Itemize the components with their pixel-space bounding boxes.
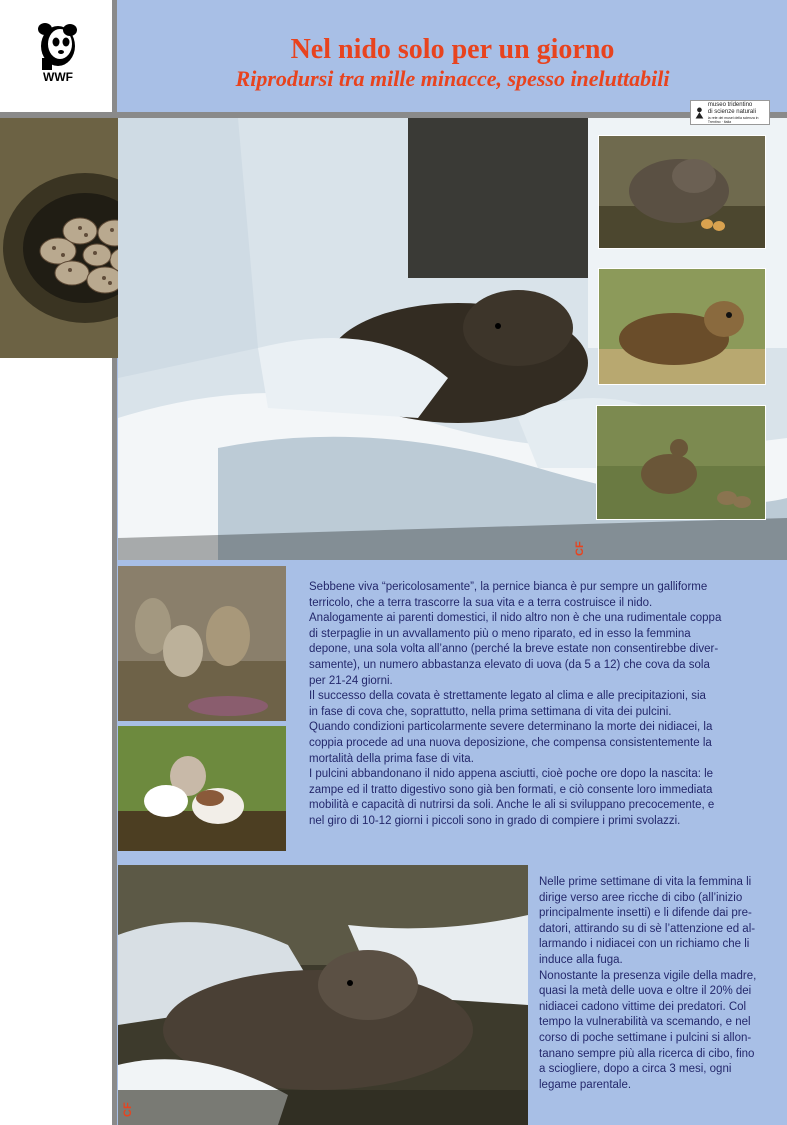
text-line: corso di poche settimane i pulcini si allon-	[539, 1031, 752, 1044]
photo-credit: CF	[574, 541, 586, 556]
text-line: nel giro di 10-12 giorni i piccoli sono in grado di compiere i primi svolazzi.	[309, 814, 681, 827]
museum-logo	[690, 100, 770, 125]
text-line: larmando i nidiacei con un richiamo che li	[539, 938, 750, 951]
text-line: nidiacei cadono vittime dei predatori. Col	[539, 1000, 747, 1013]
body-text-reproduction	[309, 580, 769, 830]
text-line: coppia procede ad una nuova deposizione, che compensa consistentemente la	[309, 736, 712, 749]
page-title: Nel nido solo per un giorno	[290, 34, 615, 65]
text-line: principalmente insetti) e li difende dai pre-	[539, 907, 752, 920]
text-line: induce alla fuga.	[539, 953, 623, 966]
text-line: dirige verso aree ricche di cibo (all’inizio	[539, 891, 743, 904]
text-line: per 21-24 giorni.	[309, 674, 393, 687]
text-line: samente), un numero abbastanza elevato di uova (da 5 a 12) che cova da sola	[309, 658, 710, 671]
text-line: I pulcini abbandonano il nido appena asciutti, cioè poche ore dopo la nascita: le	[309, 768, 714, 781]
photo-hen-and-chicks	[596, 405, 766, 520]
text-line: tanano sempre più alla ricerca di cibo, fino	[539, 1047, 755, 1060]
text-line: mortalità della prima fase di vita.	[309, 752, 474, 765]
photo-three-ptarmigans	[118, 566, 286, 721]
museum-tagline: la rete dei musei della scienza in Trentino · Italia	[707, 115, 759, 124]
museum-icon	[694, 105, 705, 121]
photo-credit: CF	[122, 1102, 134, 1117]
museum-name-line2: di scienze naturali	[707, 108, 756, 115]
photo-hen-brooding	[118, 865, 528, 1125]
body-text-chicks	[539, 875, 777, 1093]
text-line: zampe ed il tratto digestivo sono già ben formati, e ciò consente loro immediata	[309, 783, 713, 796]
text-line: a sciogliere, dopo a circa 3 mesi, ogni	[539, 1063, 732, 1076]
photo-white-ptarmigans	[118, 726, 286, 851]
text-line: in fase di cova che, soprattutto, nella prima settimana di vita dei pulcini.	[309, 705, 672, 718]
museum-name-line1: museo tridentino	[707, 101, 753, 108]
text-line: tempo la vulnerabilità va scemando, e nel	[539, 1016, 751, 1029]
wwf-logo	[30, 20, 86, 92]
text-line: di sterpaglie in un avvallamento più o meno riparato, ed in esso la femmina	[309, 627, 691, 640]
text-line: terricolo, che a terra trascorre la sua vita e a terra costruisce il nido.	[309, 596, 653, 609]
text-line: Nelle prime settimane di vita la femmina li	[539, 876, 752, 888]
panda-icon	[30, 20, 86, 70]
text-line: mobilità e capacità di nutrirsi da soli. Anche le ali si sviluppano precocemente, e	[309, 799, 715, 812]
text-line: Quando condizioni particolarmente severe determinano la morte dei nidiacei, la	[309, 721, 713, 734]
text-line: Sebbene viva “pericolosamente”, la pernice bianca è pur sempre un galliforme	[309, 581, 708, 593]
page-subtitle: Riprodursi tra mille minacce, spesso ineluttabili	[235, 66, 670, 91]
text-line: legame parentale.	[539, 1078, 632, 1091]
logo-text: WWF	[43, 70, 73, 84]
text-line: depone, una sola volta all’anno (perché la breve estate non consentirebbe diver-	[309, 643, 719, 656]
text-line: quasi la metà delle uova e oltre il 20% dei	[539, 985, 752, 998]
photo-chick-close-up	[598, 268, 766, 385]
text-line: Analogamente ai parenti domestici, il nido altro non è che una rudimentale coppa	[309, 612, 722, 625]
text-line: Nonostante la presenza vigile della madre,	[539, 969, 757, 982]
text-line: Il successo della covata è strettamente legato al clima e alle precipitazioni, sia	[309, 690, 706, 703]
photo-hen-on-nest	[598, 135, 766, 249]
text-line: datori, attirando su di sè l’attenzione ed al-	[539, 922, 756, 935]
